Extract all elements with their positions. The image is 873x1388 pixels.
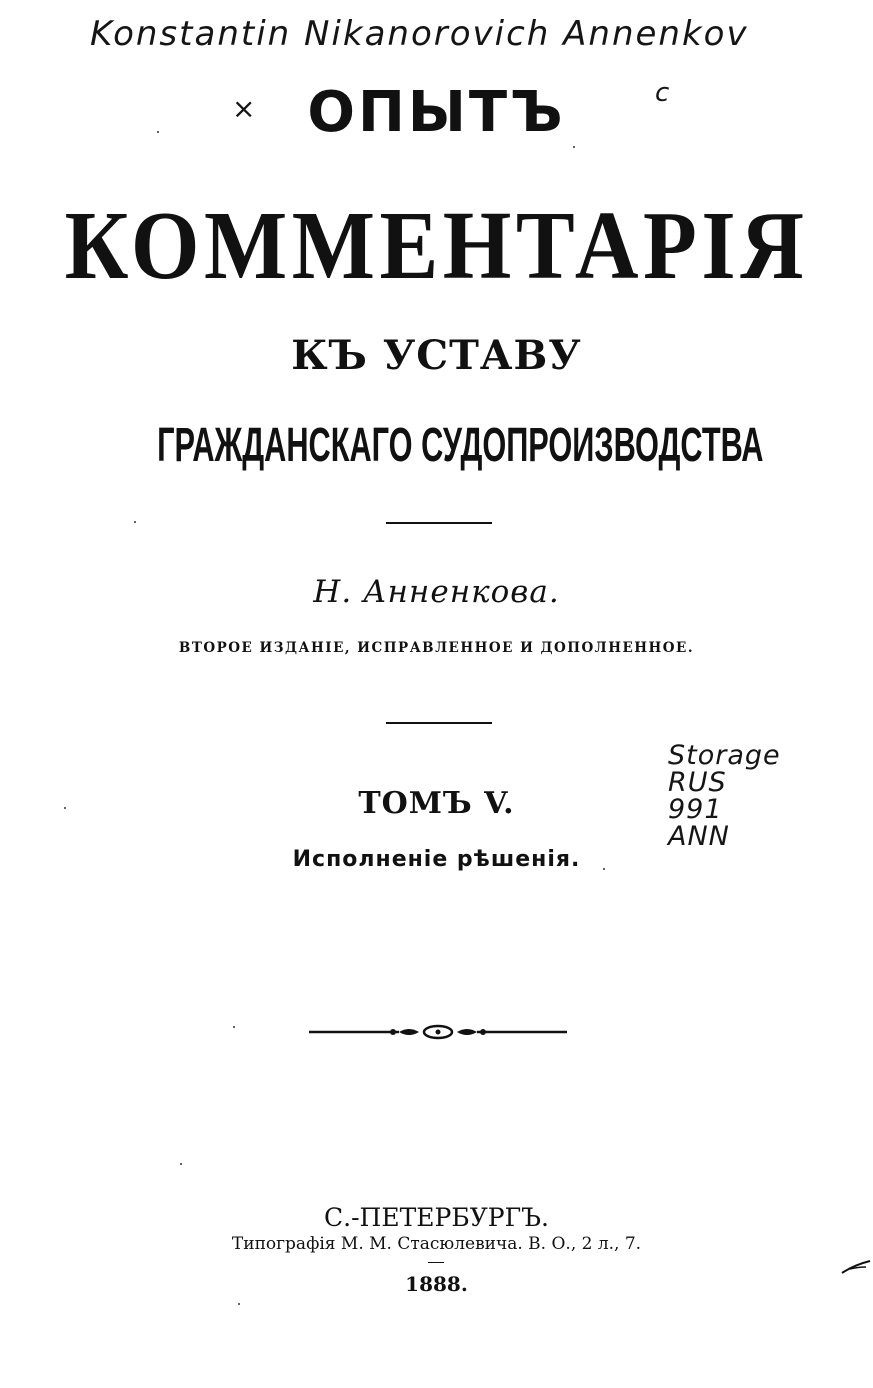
print-speck <box>573 146 575 148</box>
title-line-4: ГРАЖДАНСКАГО СУДОПРОИЗВОДСТВА <box>157 419 764 472</box>
imprint-city: С.-ПЕТЕРБУРГЪ. <box>324 1203 549 1232</box>
volume-subtitle: Исполненіе рѣшенія. <box>292 847 581 872</box>
handwritten-c-mark: c <box>655 78 670 108</box>
author-name: Н. Анненкова. <box>313 574 560 610</box>
print-speck <box>134 521 136 523</box>
print-speck <box>157 131 159 133</box>
ornamental-divider-icon <box>309 1020 567 1044</box>
imprint-year: 1888. <box>405 1272 468 1296</box>
print-speck <box>180 1163 182 1165</box>
title-line-2: КОММЕНТАРІЯ <box>64 192 809 300</box>
storage-note-line: Storage <box>668 740 781 771</box>
handwritten-x-mark: × <box>232 92 256 125</box>
edition-statement: ВТОРОЕ ИЗДАНІЕ, ИСПРАВЛЕННОЕ И ДОПОЛНЕННОЕ. <box>178 640 695 656</box>
year-divider <box>428 1262 444 1263</box>
print-speck <box>233 1026 235 1028</box>
divider-rule <box>386 522 492 524</box>
storage-note-line: RUS <box>668 767 727 798</box>
storage-note-line: ANN <box>668 821 730 852</box>
title-line-1: ОПЫТЪ <box>307 80 566 145</box>
print-speck <box>64 807 66 809</box>
title-line-3: КЪ УСТАВУ <box>291 332 582 379</box>
pen-stroke-mark-icon <box>840 1255 872 1277</box>
print-speck <box>238 1303 240 1305</box>
handwritten-owner-inscription: Konstantin Nikanorovich Annenkov <box>90 14 749 54</box>
storage-note-line: 991 <box>668 794 723 825</box>
handwritten-storage-note <box>668 742 808 850</box>
print-speck <box>603 868 605 870</box>
imprint-printer: Типографія М. М. Стасюлевича. В. О., 2 л., 7. <box>231 1234 642 1254</box>
volume-label: ТОМЪ V. <box>358 786 515 821</box>
divider-rule <box>386 722 492 724</box>
